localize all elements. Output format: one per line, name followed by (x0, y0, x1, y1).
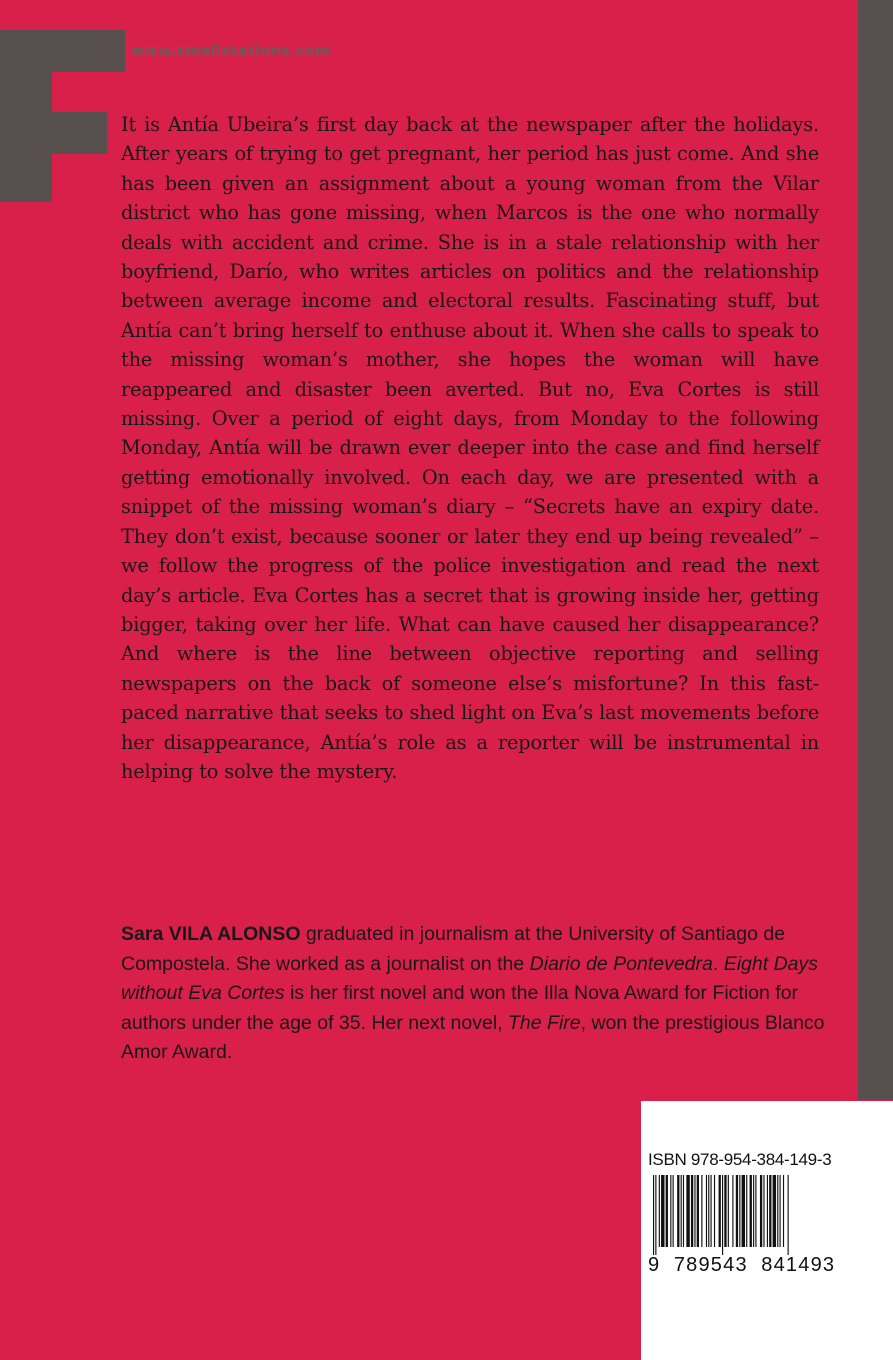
barcode-bar (686, 1175, 689, 1247)
publisher-logo-f (0, 0, 125, 200)
barcode-bar (659, 1175, 660, 1247)
barcode-bar (706, 1175, 707, 1247)
barcode-bar (661, 1175, 664, 1247)
barcode-bar (697, 1175, 699, 1247)
bio-text-2: . (712, 952, 724, 975)
barcode-bar (694, 1175, 695, 1247)
barcode-bar (769, 1175, 771, 1247)
barcode-bar (655, 1175, 656, 1255)
isbn-label: ISBN 978-954-384-149-3 (648, 1150, 832, 1169)
barcode-digits: 9 789543 841493 (648, 1254, 836, 1276)
author-name: Sara VILA ALONSO (121, 923, 301, 945)
barcode-bar (683, 1175, 684, 1247)
barcode-bar (746, 1175, 747, 1247)
barcode-bar (714, 1175, 715, 1247)
barcode-bar (701, 1175, 702, 1247)
barcode-bar (673, 1175, 674, 1247)
barcode-bar (719, 1175, 721, 1247)
next-novel-title: The Fire (508, 1011, 581, 1034)
barcode-bar (722, 1175, 723, 1255)
barcode-bar (755, 1175, 756, 1247)
barcode-bar (742, 1175, 745, 1247)
barcode-bar (681, 1175, 682, 1247)
barcode-bar (666, 1175, 668, 1247)
barcode-bar (708, 1175, 709, 1247)
barcode-bar (783, 1175, 784, 1247)
newspaper-title: Diario de Pontevedra (529, 952, 713, 975)
barcode-bar (753, 1175, 754, 1247)
barcode-bar (767, 1175, 768, 1247)
barcode-bar (736, 1175, 738, 1247)
barcode-bar (750, 1175, 752, 1247)
barcode-bar (728, 1175, 729, 1247)
barcode-bars (651, 1175, 837, 1255)
barcode-bar (763, 1175, 764, 1247)
barcode-bar (670, 1175, 671, 1247)
first-novel-title: Eight Days without Eva Cortes (121, 952, 818, 1004)
author-bio (121, 920, 831, 1068)
barcode-bar (739, 1175, 740, 1247)
barcode-bar (732, 1175, 733, 1247)
barcode-bar (711, 1175, 712, 1247)
barcode-bar (724, 1175, 726, 1247)
barcode-bar (677, 1175, 679, 1247)
barcode-bar (780, 1175, 781, 1247)
barcode-bar (777, 1175, 778, 1247)
spine-strip (858, 0, 893, 1100)
bio-text-1: graduated in journalism at the University of Santiago de Compostela. She worked as a journalist on the (121, 923, 786, 975)
barcode-bar (691, 1175, 693, 1247)
barcode-bar (760, 1175, 762, 1247)
barcode-bar (773, 1175, 776, 1247)
bio-text-4: , won the prestigious Blanco Amor Award. (121, 1011, 825, 1063)
book-blurb: It is Antía Ubeira’s first day back at the newspaper after the holidays. After years of trying to get pregnant, her period has just come. And she has been given an assignment about a young woman from the Vilar district who has gone missing, when Marcos is the one who normally deals with accident and crime. She is in a stale relationship with her boyfriend, Darío, who writes articles on politics and the relationship between average income and electoral results. Fascinating stuff, but Antía can’t bring herself to enthuse about it. When she calls to speak to the missing woman’s mother, she hopes the woman will have reappeared and disaster been averted. But no, Eva Cortes is still missing. Over a period of eight days, from Monday to the following Monday, Antía will be drawn ever deeper into the case and find herself getting emotionally involved. On each day, we are presented with a snippet of the missing woman’s diary – “Secrets have an expiry date. They don’t exist, because sooner or later they end up being revealed” – we follow the progress of the police investigation and read the next day’s article. Eva Cortes has a secret that is growing inside her, getting bigger, taking over her life. What can have caused her disappearance? And where is the line between objective reporting and selling newspapers on the back of someone else’s misfortune? In this fast-paced narrative that seeks to shed light on Eva’s last movements before her disappearance, Antía’s role as a reporter will be instrumental in helping to solve the mystery. (121, 113, 819, 783)
barcode-bar (788, 1175, 789, 1255)
barcode-bar (653, 1175, 654, 1255)
bio-text-3: is her first novel and won the Illa Nova Award for Fiction for authors under the age of 35. Her next novel, (121, 982, 799, 1034)
publisher-url[interactable]: www.smallstations.com (131, 43, 331, 59)
